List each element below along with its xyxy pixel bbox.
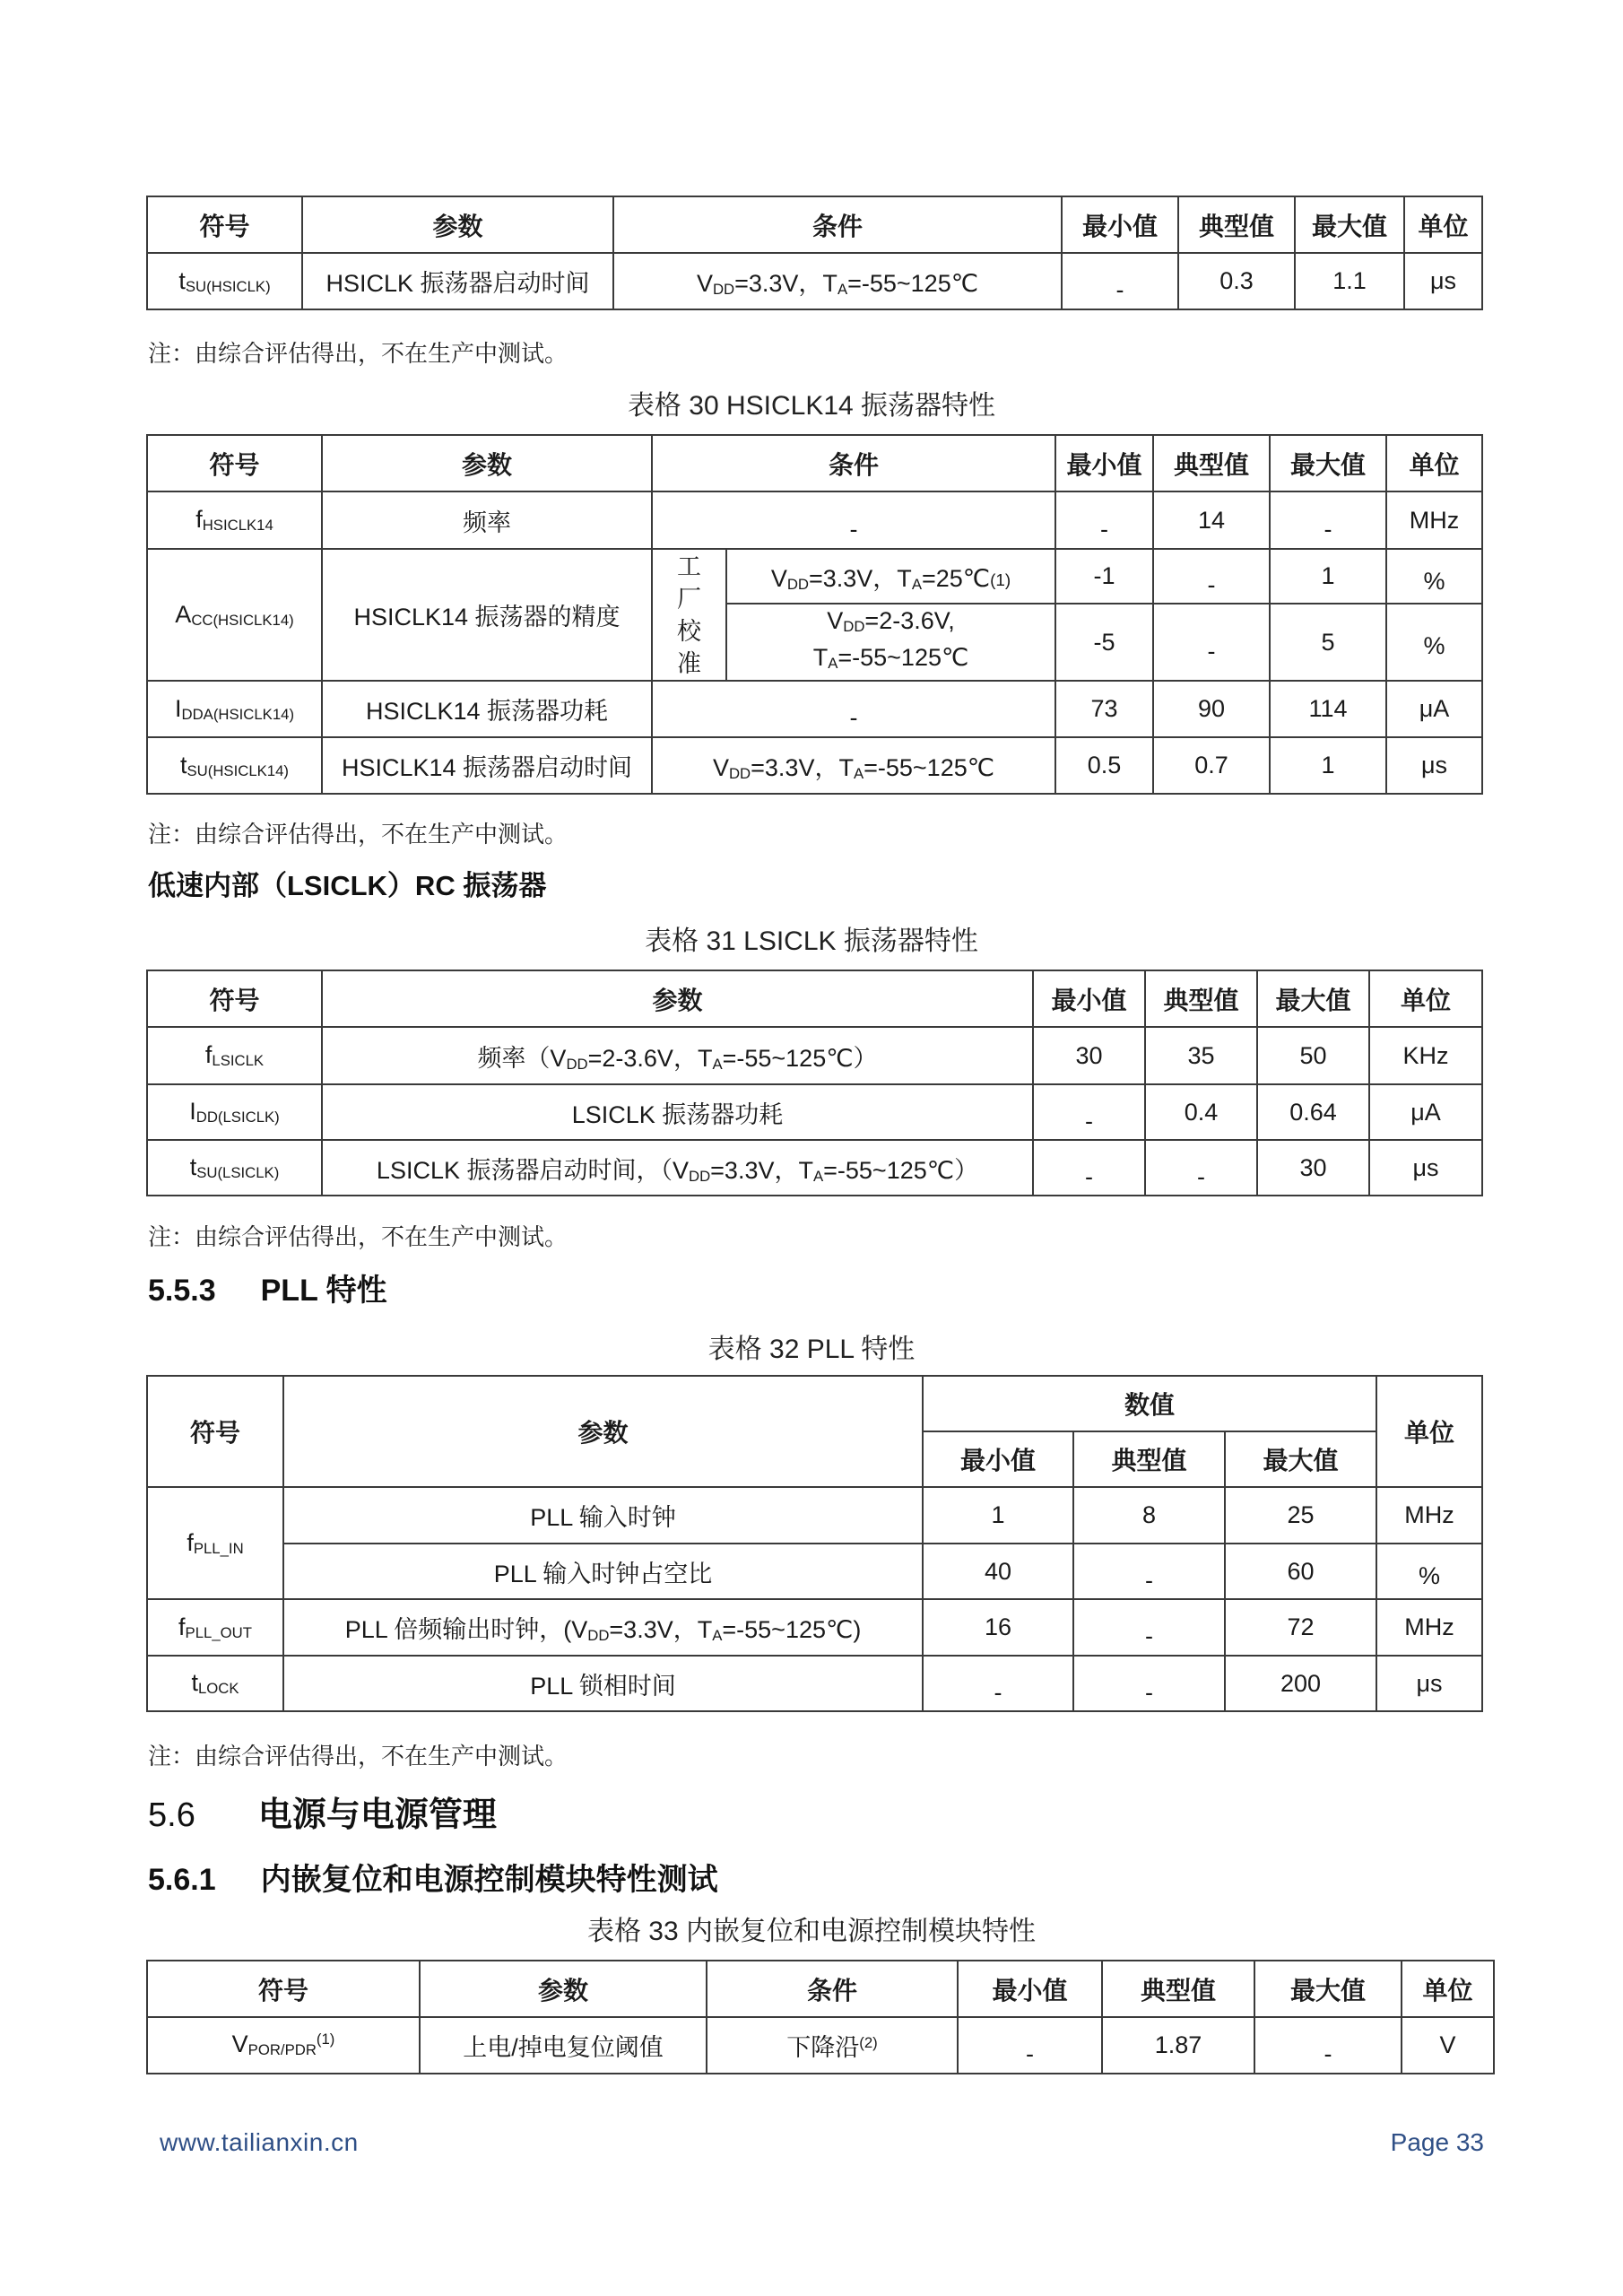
- hsiclk-startup-table: [146, 196, 1483, 310]
- header-unit: 单位: [1402, 1961, 1494, 2017]
- reset-power-table: [146, 1960, 1495, 2074]
- typ-cell: 0.3: [1178, 253, 1295, 309]
- section-title: 内嵌复位和电源控制模块特性测试: [260, 1863, 718, 1897]
- table-row: [147, 1084, 1482, 1140]
- table-row: [147, 1656, 1482, 1711]
- min-cell: -: [923, 1656, 1073, 1711]
- table-note: 注：由综合评估得出，不在生产中测试。: [148, 1743, 568, 1770]
- min-cell: 0.5: [1055, 737, 1153, 794]
- header-symbol: 符号: [147, 435, 322, 491]
- table-caption-31: 表格 31 LSICLK 振荡器特性: [645, 926, 978, 956]
- header-max: 最大值: [1270, 435, 1386, 491]
- unit-cell: V: [1402, 2017, 1494, 2074]
- typ-cell: -: [1073, 1656, 1225, 1711]
- header-unit: 单位: [1376, 1376, 1482, 1487]
- condition-cell: VDD=3.3V，TA=25℃(1): [726, 549, 1055, 604]
- min-cell: 16: [923, 1599, 1073, 1656]
- condition-cell: 下降沿$^{(2)}$: [707, 2017, 958, 2074]
- max-cell: 25: [1225, 1487, 1376, 1544]
- param-cell: HSICLK14 振荡器启动时间: [322, 737, 652, 794]
- max-cell: 30: [1257, 1140, 1369, 1196]
- footer-page-number: Page 33: [1390, 2128, 1484, 2156]
- header-unit: 单位: [1369, 970, 1482, 1027]
- typ-cell: -: [1073, 1544, 1225, 1599]
- symbol-cell: IDD(LSICLK): [147, 1084, 322, 1140]
- param-cell: HSICLK 振荡器启动时间: [302, 253, 613, 309]
- symbol-cell: fLSICLK: [147, 1027, 322, 1084]
- table-note: 注：由综合评估得出，不在生产中测试。: [148, 1223, 568, 1250]
- condition-cell: VDD=2-3.6V, TA=-55~125℃: [726, 604, 1055, 681]
- table-caption-32: 表格 32 PLL 特性: [707, 1335, 916, 1364]
- param-cell: LSICLK 振荡器启动时间，（VDD=3.3V，TA=-55~125℃）: [322, 1140, 1033, 1196]
- max-cell: 50: [1257, 1027, 1369, 1084]
- table-row: [147, 491, 1482, 549]
- min-cell: 30: [1033, 1027, 1145, 1084]
- param-cell: LSICLK 振荡器功耗: [322, 1084, 1033, 1140]
- table-row: [147, 1599, 1482, 1656]
- max-cell: -: [1270, 491, 1386, 549]
- min-cell: -: [958, 2017, 1102, 2074]
- unit-cell: μA: [1369, 1084, 1482, 1140]
- param-cell: PLL 倍频输出时钟，(VDD=3.3V，TA=-55~125℃): [283, 1599, 923, 1656]
- section-5-5-3-heading: [148, 1265, 387, 1309]
- footer-website-link[interactable]: www.tailianxin.cn: [160, 2128, 359, 2156]
- header-param: 参数: [283, 1376, 923, 1487]
- typ-cell: 35: [1145, 1027, 1257, 1084]
- header-symbol: 符号: [147, 970, 322, 1027]
- section-title: 电源与电源管理: [257, 1796, 497, 1834]
- symbol-cell: tLOCK: [147, 1656, 283, 1711]
- pll-table: [146, 1375, 1483, 1712]
- header-condition: 条件: [613, 196, 1062, 253]
- header-unit: 单位: [1404, 196, 1482, 253]
- section-number: 5.6.1: [148, 1863, 216, 1897]
- unit-cell: μs: [1386, 737, 1482, 794]
- max-cell: 114: [1270, 681, 1386, 737]
- section-5-6-heading: [148, 1787, 497, 1836]
- unit-cell: μs: [1376, 1656, 1482, 1711]
- typ-cell: -: [1145, 1140, 1257, 1196]
- header-typ: 典型值: [1073, 1431, 1225, 1487]
- min-cell: -: [1055, 491, 1153, 549]
- hsiclk14-table: [146, 434, 1483, 795]
- min-cell: -1: [1055, 549, 1153, 604]
- condition-cell: VDD=3.3V，TA=-55~125℃: [652, 737, 1055, 794]
- typ-cell: 0.4: [1145, 1084, 1257, 1140]
- min-cell: -: [1062, 253, 1178, 309]
- max-cell: 200: [1225, 1656, 1376, 1711]
- symbol-cell: fHSICLK14: [147, 491, 322, 549]
- lsiclk-table: [146, 970, 1483, 1196]
- symbol-cell: fPLL_OUT: [147, 1599, 283, 1656]
- unit-cell: MHz: [1376, 1487, 1482, 1544]
- min-cell: 1: [923, 1487, 1073, 1544]
- table-caption-33: 表格 33 内嵌复位和电源控制模块特性: [586, 1917, 1037, 1946]
- min-cell: -: [1033, 1140, 1145, 1196]
- table-row: [147, 2017, 1494, 2074]
- unit-cell: KHz: [1369, 1027, 1482, 1084]
- unit-cell: MHz: [1376, 1599, 1482, 1656]
- max-cell: -: [1254, 2017, 1402, 2074]
- section-5-6-1-heading: [148, 1855, 718, 1899]
- max-cell: 60: [1225, 1544, 1376, 1599]
- header-param: 参数: [302, 196, 613, 253]
- table-row: [147, 253, 1482, 309]
- header-unit: 单位: [1386, 435, 1482, 491]
- header-typ: 典型值: [1153, 435, 1270, 491]
- table-row: [147, 1487, 1482, 1544]
- typ-cell: 0.7: [1153, 737, 1270, 794]
- header-min: 最小值: [1055, 435, 1153, 491]
- condition-cell: -: [652, 491, 1055, 549]
- table-row: [147, 681, 1482, 737]
- param-cell: HSICLK14 振荡器的精度: [322, 549, 652, 681]
- table-row: [147, 737, 1482, 794]
- symbol-cell: tSU(HSICLK): [147, 253, 302, 309]
- typ-cell: -: [1153, 604, 1270, 681]
- header-param: 参数: [322, 970, 1033, 1027]
- header-symbol: 符号: [147, 196, 302, 253]
- param-cell: PLL 输入时钟: [283, 1487, 923, 1544]
- min-cell: 73: [1055, 681, 1153, 737]
- max-cell: 1: [1270, 549, 1386, 604]
- factory-calibration-label: 工 厂 校 准: [652, 549, 726, 681]
- max-cell: 1.1: [1295, 253, 1404, 309]
- table-row: [147, 1544, 1482, 1599]
- max-cell: 0.64: [1257, 1084, 1369, 1140]
- header-symbol: 符号: [147, 1961, 420, 2017]
- symbol-cell: ACC(HSICLK14): [147, 549, 322, 681]
- condition-cell: VDD=3.3V，TA=-55~125℃: [613, 253, 1062, 309]
- condition-cell: -: [652, 681, 1055, 737]
- header-max: 最大值: [1225, 1431, 1376, 1487]
- max-cell: 1: [1270, 737, 1386, 794]
- param-cell: PLL 输入时钟占空比: [283, 1544, 923, 1599]
- typ-cell: 8: [1073, 1487, 1225, 1544]
- header-param: 参数: [322, 435, 652, 491]
- symbol-cell: fPLL_IN: [147, 1487, 283, 1599]
- unit-cell: μs: [1404, 253, 1482, 309]
- table-row: [147, 549, 1482, 604]
- unit-cell: μs: [1369, 1140, 1482, 1196]
- header-max: 最大值: [1254, 1961, 1402, 2017]
- header-typ: 典型值: [1145, 970, 1257, 1027]
- min-cell: 40: [923, 1544, 1073, 1599]
- section-title: PLL 特性: [260, 1274, 387, 1308]
- header-condition: 条件: [707, 1961, 958, 2017]
- min-cell: -5: [1055, 604, 1153, 681]
- typ-cell: 14: [1153, 491, 1270, 549]
- unit-cell: μA: [1386, 681, 1482, 737]
- section-number: 5.5.3: [148, 1274, 216, 1308]
- symbol-cell: VPOR/PDR$^{(1)}$: [147, 2017, 420, 2074]
- param-cell: 频率（VDD=2-3.6V，TA=-55~125℃）: [322, 1027, 1033, 1084]
- unit-cell: %: [1376, 1544, 1482, 1599]
- unit-cell: MHz: [1386, 491, 1482, 549]
- table-row: [147, 1140, 1482, 1196]
- typ-cell: 90: [1153, 681, 1270, 737]
- param-cell: HSICLK14 振荡器功耗: [322, 681, 652, 737]
- typ-cell: -: [1073, 1599, 1225, 1656]
- max-cell: 72: [1225, 1599, 1376, 1656]
- table-row: [147, 1027, 1482, 1084]
- header-max: 最大值: [1295, 196, 1404, 253]
- table-note: 注：由综合评估得出，不在生产中测试。: [148, 340, 568, 367]
- header-condition: 条件: [652, 435, 1055, 491]
- unit-cell: %: [1386, 549, 1482, 604]
- lsiclk-heading: 低速内部（LSICLK）RC 振荡器: [148, 870, 547, 901]
- param-cell: 频率: [322, 491, 652, 549]
- header-typ: 典型值: [1178, 196, 1295, 253]
- header-min: 最小值: [958, 1961, 1102, 2017]
- param-cell: 上电/掉电复位阈值: [420, 2017, 707, 2074]
- typ-cell: -: [1153, 549, 1270, 604]
- symbol-cell: tSU(HSICLK14): [147, 737, 322, 794]
- param-cell: PLL 锁相时间: [283, 1656, 923, 1711]
- typ-cell: 1.87: [1102, 2017, 1254, 2074]
- header-max: 最大值: [1257, 970, 1369, 1027]
- header-param: 参数: [420, 1961, 707, 2017]
- header-typ: 典型值: [1102, 1961, 1254, 2017]
- max-cell: 5: [1270, 604, 1386, 681]
- header-min: 最小值: [1033, 970, 1145, 1027]
- header-symbol: 符号: [147, 1376, 283, 1487]
- min-cell: -: [1033, 1084, 1145, 1140]
- header-values: 数值: [923, 1376, 1376, 1431]
- header-min: 最小值: [923, 1431, 1073, 1487]
- table-note: 注：由综合评估得出，不在生产中测试。: [148, 821, 568, 848]
- table-caption-30: 表格 30 HSICLK14 振荡器特性: [627, 391, 996, 421]
- section-number: 5.6: [148, 1796, 195, 1834]
- unit-cell: %: [1386, 604, 1482, 681]
- header-min: 最小值: [1062, 196, 1178, 253]
- symbol-cell: tSU(LSICLK): [147, 1140, 322, 1196]
- symbol-cell: IDDA(HSICLK14): [147, 681, 322, 737]
